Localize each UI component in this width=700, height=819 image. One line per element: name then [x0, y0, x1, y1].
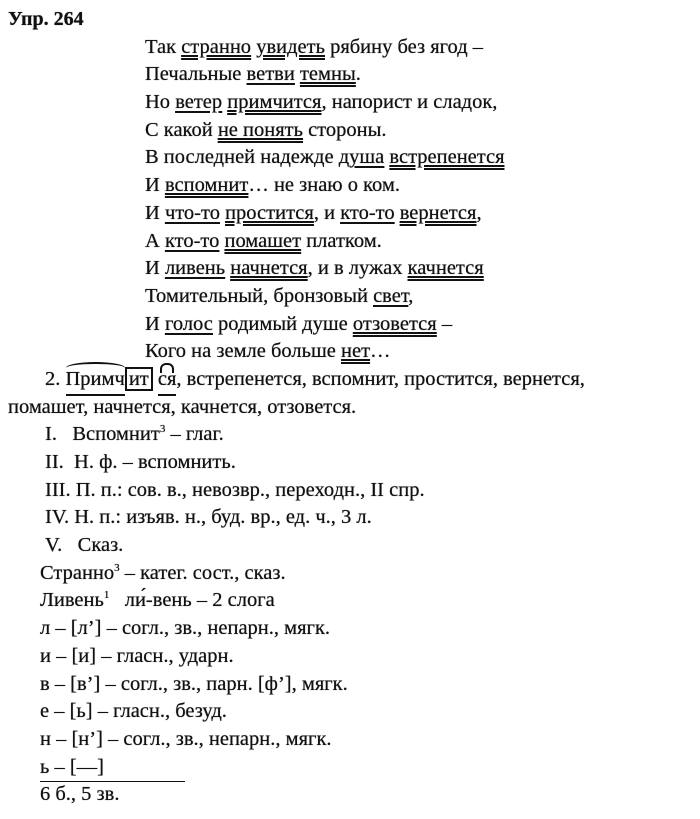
- poem-line: [145, 338, 700, 366]
- predicate: нет: [341, 340, 371, 363]
- predicate: помашет: [224, 229, 302, 252]
- text: , и: [313, 201, 341, 224]
- document-page: [0, 6, 700, 809]
- text: С какой: [145, 118, 218, 141]
- text: –: [436, 312, 453, 335]
- predicate: простится: [225, 201, 314, 224]
- morphological-analysis: [0, 421, 700, 559]
- analysis-text: I. Вспомнит: [45, 423, 160, 446]
- text: платком.: [301, 229, 382, 252]
- poem-line: [145, 311, 700, 339]
- text: И: [145, 257, 165, 280]
- last-letter: ь – [—]: [40, 754, 185, 783]
- morpheme-parse-word: [66, 366, 177, 396]
- text: рябину без ягод –: [324, 35, 484, 58]
- subject: кто-то: [340, 201, 395, 224]
- analysis-line: [45, 504, 700, 532]
- analysis-text: II. Н. ф. – вспомнить.: [45, 451, 236, 473]
- text: стороны.: [302, 118, 387, 141]
- subject: что-то: [164, 201, 220, 224]
- liven-line: [40, 587, 700, 615]
- text: И: [145, 174, 165, 197]
- subject: ветер: [175, 91, 223, 114]
- predicate: темны: [299, 63, 356, 86]
- phonetic-line: л – [л’] – согл., зв., непарн., мягк.: [40, 617, 331, 640]
- summary: 6 б., 5 зв.: [40, 783, 120, 806]
- analysis-desc: – глаг.: [165, 423, 224, 446]
- analysis-text: III. П. п.: сов. в., невозвр., переходн., II спр.: [45, 478, 425, 501]
- stranno-line: [40, 560, 700, 588]
- phonetic-line: и – [и] – гласн., ударн.: [40, 644, 234, 667]
- predicate: не понять: [217, 118, 303, 141]
- text: Так: [145, 35, 182, 58]
- task2-line1: [45, 366, 700, 394]
- text: Кого на земле больше: [145, 340, 341, 363]
- subject: ветви: [246, 63, 295, 86]
- subject: свет: [373, 284, 409, 307]
- text: …: [370, 340, 391, 363]
- desc: – катег. сост., сказ.: [119, 561, 286, 584]
- text: Томительный, бронзовый: [145, 284, 374, 307]
- word: Странно: [40, 561, 115, 584]
- predicate: примчится: [227, 91, 322, 114]
- sup: 3: [159, 423, 166, 436]
- poem-line: [145, 200, 700, 228]
- analysis-line: [45, 449, 700, 477]
- task2-line2: помашет, начнется, качнется, отзовется.: [8, 395, 357, 418]
- text: ,: [408, 284, 414, 307]
- subject: голос: [164, 312, 213, 335]
- predicate: отзовется: [352, 312, 437, 335]
- text: … не знаю о ком.: [248, 174, 400, 197]
- text: Но: [145, 91, 176, 114]
- last-letter-line: [40, 754, 700, 782]
- predicate: увидеть: [256, 35, 325, 58]
- text: родимый душе: [212, 312, 353, 335]
- predicate: качнется: [407, 257, 484, 280]
- task2-number: 2.: [45, 367, 61, 390]
- morpheme-root: Примч: [66, 366, 125, 396]
- sup: 1: [103, 589, 110, 602]
- analysis-text: IV. Н. п.: изъяв. н., буд. вр., ед. ч., 3 л.: [45, 506, 372, 529]
- analysis-line: [45, 532, 700, 560]
- poem-line: [145, 172, 700, 200]
- text: Печальные: [145, 63, 247, 86]
- analysis-line: [45, 477, 700, 505]
- poem-line: [145, 89, 700, 117]
- text: , напорист и сладок,: [321, 91, 498, 114]
- predicate: встрепенется: [389, 146, 505, 169]
- analysis-line: [45, 421, 700, 449]
- text: .: [355, 63, 361, 86]
- poem-line: [145, 255, 700, 283]
- text: И: [145, 201, 165, 224]
- task2-rest: , встрепенется, вспомнит, простится, вернется,: [176, 367, 585, 390]
- text: А: [145, 229, 165, 252]
- poem-line: [145, 117, 700, 145]
- phonetic-line: в – [в’] – согл., зв., парн. [ф’], мягк.: [40, 672, 348, 695]
- desc: ли́-вень – 2 слога: [109, 589, 275, 612]
- predicate: странно: [181, 35, 252, 58]
- poem: [0, 34, 700, 366]
- morpheme-postfix: ся: [158, 366, 177, 396]
- sup: 3: [114, 561, 120, 574]
- text: , и в лужах: [307, 257, 408, 280]
- predicate: вспомнит: [164, 174, 249, 197]
- poem-line: [145, 283, 700, 311]
- text: ,: [476, 201, 482, 224]
- subject: ливень: [164, 257, 226, 280]
- subject: кто-то: [164, 229, 220, 252]
- text: В последней надежде: [145, 146, 339, 169]
- phonetic-analysis: [0, 615, 700, 753]
- analysis-text: V. Сказ.: [45, 534, 124, 557]
- word: Ливень: [40, 589, 104, 612]
- predicate: вернется: [399, 201, 477, 224]
- poem-line: [145, 61, 700, 89]
- phonetic-line: н – [н’] – согл., зв., непарн., мягк.: [40, 727, 332, 750]
- phonetic-line: е – [ь] – гласн., безуд.: [40, 700, 227, 723]
- exercise-title: Упр. 264: [8, 8, 84, 30]
- text: И: [145, 312, 165, 335]
- morpheme-suffix: ит: [125, 367, 153, 391]
- poem-line: [145, 34, 700, 62]
- subject: душа: [338, 146, 385, 169]
- poem-line: [145, 228, 700, 256]
- poem-line: [145, 144, 700, 172]
- predicate: начнется: [230, 257, 308, 280]
